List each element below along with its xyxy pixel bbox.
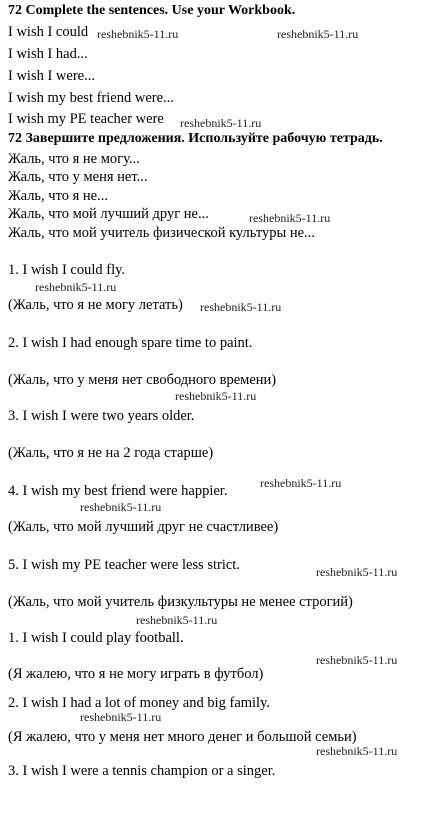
watermark: reshebnik5-11.ru [136,613,218,627]
answer-line: 2. I wish I had a lot of money and big family. [8,695,271,711]
prompt-line-ru: Жаль, что я не могу... [8,151,140,167]
watermark: reshebnik5-11.ru [249,211,331,225]
translation-line: (Жаль, что у меня нет свободного времени) [8,372,277,388]
watermark: reshebnik5-11.ru [80,710,162,724]
prompt-line: I wish my PE teacher were [8,111,164,127]
prompt-line: I wish I could [8,24,89,40]
answer-line: 4. I wish my best friend were happier. [8,483,228,499]
prompt-line: I wish my best friend were... [8,90,174,106]
translation-line: (Я жалею, что у меня нет много денег и большой семьи) [8,729,357,745]
translation-line: (Жаль, что мой лучший друг не счастливее) [8,519,279,535]
translation-line: (Жаль, что я не на 2 года старше) [8,445,214,461]
watermark: reshebnik5-11.ru [97,27,179,41]
prompt-line-ru: Жаль, что мой лучший друг не... [8,206,209,222]
translation-line: (Жаль, что мой учитель физкультуры не менее строгий) [8,594,353,610]
answer-line: 2. I wish I had enough spare time to paint. [8,335,253,351]
watermark: reshebnik5-11.ru [180,116,262,130]
answer-line: 1. I wish I could fly. [8,262,126,278]
watermark: reshebnik5-11.ru [35,280,117,294]
answer-line: 5. I wish my PE teacher were less strict. [8,557,240,573]
watermark: reshebnik5-11.ru [200,300,282,314]
prompt-line: I wish I had... [8,46,88,62]
answer-line: 3. I wish I were a tennis champion or a singer. [8,763,276,779]
watermark: reshebnik5-11.ru [80,500,162,514]
prompt-line-ru: Жаль, что я не... [8,188,108,204]
watermark: reshebnik5-11.ru [175,389,257,403]
watermark: reshebnik5-11.ru [260,476,342,490]
translation-line: (Жаль, что я не могу летать) [8,297,183,313]
watermark: reshebnik5-11.ru [277,27,359,41]
watermark: reshebnik5-11.ru [316,653,398,667]
exercise-heading-ru: 72 Завершите предложения. Используйте рабочую тетрадь. [8,131,383,146]
answer-line: 3. I wish I were two years older. [8,408,195,424]
prompt-line-ru: Жаль, что мой учитель физической культуры не... [8,225,315,241]
prompt-line: I wish I were... [8,68,95,84]
watermark: reshebnik5-11.ru [316,744,398,758]
answer-line: 1. I wish I could play football. [8,630,184,646]
translation-line: (Я жалею, что я не могу играть в футбол) [8,666,264,682]
exercise-heading-en: 72 Complete the sentences. Use your Workbook. [8,3,296,18]
prompt-line-ru: Жаль, что у меня нет... [8,169,148,185]
watermark: reshebnik5-11.ru [316,565,398,579]
